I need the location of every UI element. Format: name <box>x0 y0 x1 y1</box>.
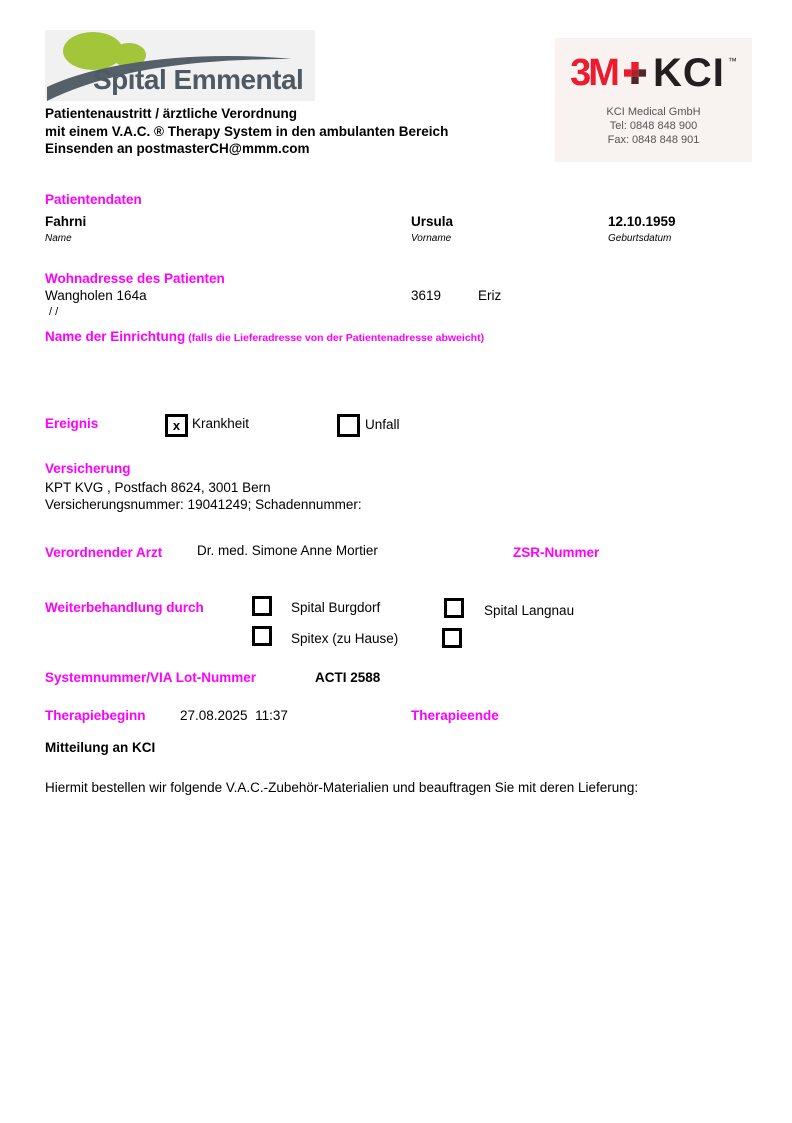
kci-contact-block <box>606 105 700 147</box>
3m-logo: 3M <box>570 51 617 94</box>
checkbox-accident[interactable] <box>337 414 360 437</box>
section-title-system-number: Systemnummer/VIA Lot-Nummer <box>45 670 257 685</box>
patient-birthdate-value: 12.10.1959 <box>608 214 676 229</box>
insurance-company-line: KPT KVG , Postfach 8624, 3001 Bern <box>45 480 271 495</box>
doctor-name-value: Dr. med. Simone Anne Mortier <box>197 543 378 558</box>
section-title-event: Ereignis <box>45 416 99 431</box>
logo-wordmark: Spital Emmental <box>93 64 304 95</box>
form-title-line3: Einsenden an postmasterCH@mmm.com <box>45 141 310 156</box>
patient-lastname-value: Fahrni <box>45 214 87 229</box>
patient-firstname-value: Ursula <box>411 214 454 229</box>
kci-logo-row <box>570 50 737 96</box>
medical-cross-icon <box>624 62 646 84</box>
checkbox-followup-other[interactable] <box>442 628 462 648</box>
form-title-line1: Patientenaustritt / ärztliche Verordnung <box>45 106 298 121</box>
form-title-line2: mit einem V.A.C. ® Therapy System in den ambulanten Bereich <box>45 123 449 139</box>
section-title-doctor: Verordnender Arzt <box>45 545 163 560</box>
section-title-followup: Weiterbehandlung durch <box>45 600 204 615</box>
therapy-begin-value: 27.08.2025 11:37 <box>180 708 288 723</box>
zsr-number-label: ZSR-Nummer <box>513 545 600 560</box>
kci-fax: Fax: 0848 848 901 <box>607 134 700 146</box>
checkbox-spitex[interactable] <box>252 626 272 646</box>
kci-message-title: Mitteilung an KCI <box>45 740 156 755</box>
section-title-insurance: Versicherung <box>45 461 131 476</box>
address-phone-placeholder: / / <box>49 306 59 318</box>
kci-phone: Tel: 0848 848 900 <box>609 120 698 132</box>
facility-title-text: Name der Einrichtung <box>45 329 186 344</box>
kci-company-name: KCI Medical GmbH <box>606 106 701 118</box>
insurance-numbers-line: Versicherungsnummer: 19041249; Schadennummer: <box>45 497 362 512</box>
checkbox-spitex-label: Spitex (zu Hause) <box>291 631 399 646</box>
checkbox-spital-langnau-label: Spital Langnau <box>484 603 575 618</box>
trademark-symbol: ™ <box>727 56 737 66</box>
order-note: Hiermit bestellen wir folgende V.A.C.-Zubehör-Materialien und beauftragen Sie mit deren Lieferung: <box>45 780 639 795</box>
facility-title-hint: (falls die Lieferadresse von der Patientenadresse abweicht) <box>188 332 485 344</box>
therapy-begin-label: Therapiebeginn <box>45 708 146 723</box>
section-title-address: Wohnadresse des Patienten <box>45 271 225 286</box>
address-street-value: Wangholen 164a <box>45 288 147 303</box>
therapy-end-label: Therapieende <box>411 708 499 723</box>
checkbox-spital-langnau[interactable] <box>444 598 464 618</box>
checkbox-accident-label: Unfall <box>365 417 400 432</box>
patient-birthdate-label: Geburtsdatum <box>608 233 672 244</box>
checkbox-spital-burgdorf[interactable] <box>252 596 272 616</box>
checkbox-spital-burgdorf-label: Spital Burgdorf <box>291 600 381 615</box>
checkbox-illness-label: Krankheit <box>192 416 250 431</box>
system-number-value: ACTI 2588 <box>315 670 381 685</box>
patient-lastname-label: Name <box>45 233 72 244</box>
kci-logo: KCI <box>652 50 725 95</box>
checkbox-illness-mark: x <box>172 418 181 433</box>
address-zip-value: 3619 <box>411 288 442 303</box>
address-city-value: Eriz <box>478 288 502 303</box>
checkbox-illness[interactable] <box>165 414 188 437</box>
section-title-patient-data: Patientendaten <box>45 192 142 207</box>
kci-contact-card <box>555 38 752 162</box>
section-title-facility <box>45 329 484 345</box>
spital-emmental-logo <box>45 30 315 101</box>
patient-firstname-label: Vorname <box>411 233 452 244</box>
